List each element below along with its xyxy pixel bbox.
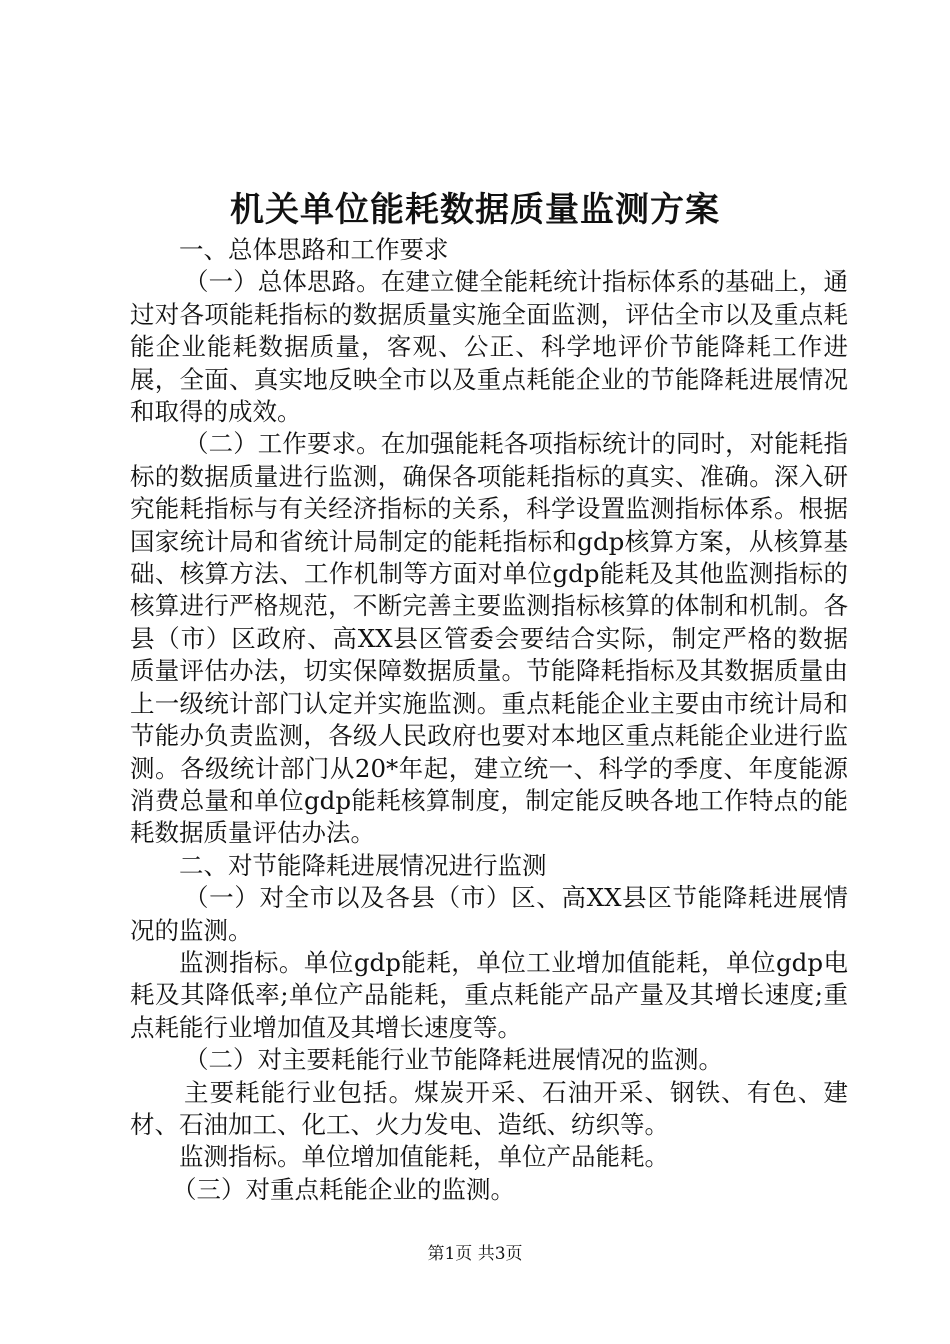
paragraph-major-industries: 主要耗能行业包括。煤炭开采、石油开采、钢铁、有色、建材、石油加工、化工、火力发电、造纸、纺织等。 — [130, 1077, 848, 1139]
paragraph-monitoring-indicators-2: 监测指标。单位增加值能耗，单位产品能耗。 — [179, 1142, 669, 1172]
subsection-city-monitoring: （一）对全市以及各县（市）区、高XX县区节能降耗进展情况的监测。 — [130, 883, 848, 945]
subsection-industry-monitoring: （二）对主要耗能行业节能降耗进展情况的监测。 — [184, 1045, 723, 1075]
document-body — [130, 234, 848, 1206]
document-title: 机关单位能耗数据质量监测方案 — [230, 190, 720, 230]
section-heading-2: 二、对节能降耗进展情况进行监测 — [179, 850, 547, 880]
subsection-enterprise-monitoring: （三）对重点耗能企业的监测。 — [172, 1174, 515, 1204]
page-footer: 第1页 共3页 — [427, 1244, 523, 1264]
paragraph-overall-idea: （一）总体思路。在建立健全能耗统计指标体系的基础上，通过对各项能耗指标的数据质量实施全面监测，评估全市以及重点耗能企业能耗数据质量，客观、公正、科学地评价节能降耗工作进展，全面、真实地反映全市以及重点耗能企业的节能降耗进展情况和取得的成效。 — [130, 267, 848, 427]
section-heading-1: 一、总体思路和工作要求 — [179, 235, 449, 264]
paragraph-monitoring-indicators-1: 监测指标。单位gdp能耗，单位工业增加值能耗，单位gdp电耗及其降低率;单位产品能耗，重点耗能产品产量及其增长速度;重点耗能行业增加值及其增长速度等。 — [130, 947, 848, 1042]
paragraph-work-requirements: （二）工作要求。在加强能耗各项指标统计的同时，对能耗指标的数据质量进行监测，确保各项能耗指标的真实、准确。深入研究能耗指标与有关经济指标的关系，科学设置监测指标体系。根据国家统计局和省统计局制定的能耗指标和gdp核算方案，从核算基础、核算方法、工作机制等方面对单位gdp能耗及其他监测指标的核算进行严格规范，不断完善主要监测指标核算的体制和机制。各县（市）区政府、高XX县区管委会要结合实际，制定严格的数据质量评估办法，切实保障数据质量。节能降耗指标及其数据质量由上一级统计部门认定并实施监测。重点耗能企业主要由市统计局和节能办负责监测，各级人民政府也要对本地区重点耗能企业进行监测。各级统计部门从20*年起，建立统一、科学的季度、年度能源消费总量和单位gdp能耗核算制度，制定能反映各地工作特点的能耗数据质量评估办法。 — [130, 429, 848, 848]
